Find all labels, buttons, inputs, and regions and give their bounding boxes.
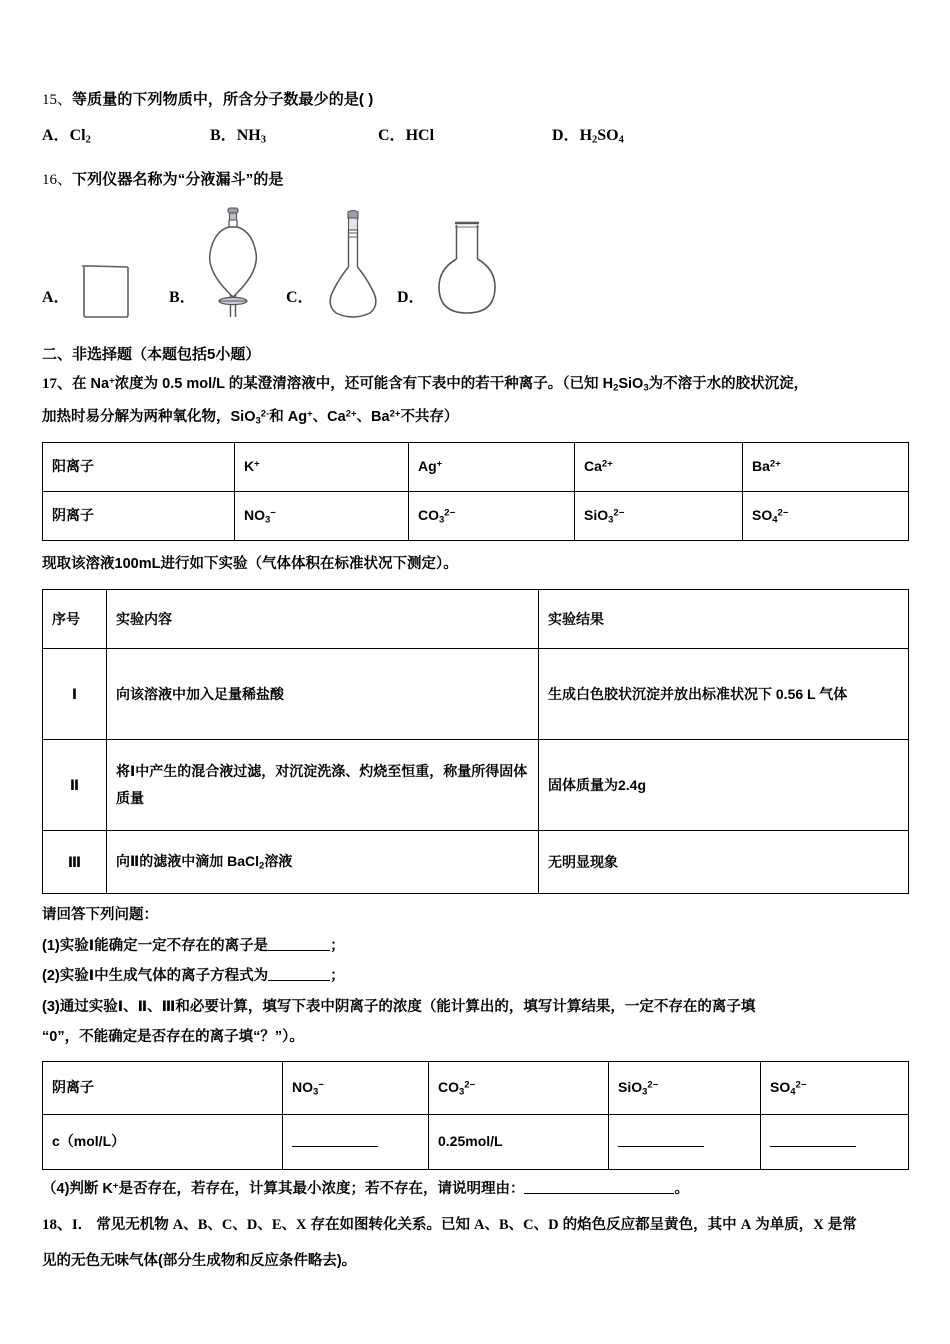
table-row (43, 491, 909, 540)
exp-row-result: 生成白色胶状沉淀并放出标准状况下 0.56 L 气体 (539, 649, 909, 740)
ion-table-cell: $SO_4^{2-}$ (743, 491, 909, 540)
question-18-number: 18、 (42, 1216, 73, 1233)
ion-table (42, 442, 909, 541)
option-d[interactable] (552, 122, 624, 146)
conc-table-value-cell[interactable] (761, 1114, 909, 1169)
question-17-number: 17、 (42, 375, 73, 392)
table-row (43, 740, 909, 831)
sub-question-4: （4)判断 K+是否存在，若存在，计算其最小浓度；若不存在，请说明理由： 。 (42, 1180, 689, 1197)
ion-table-cell: SiO$_3^{2-}$ (575, 491, 743, 540)
question-16-options (42, 199, 908, 321)
option-d-formula: $H_2SO_4$ (579, 127, 624, 146)
question-15-number: 15、 (42, 92, 73, 108)
table-row (43, 1114, 909, 1169)
conc-table-header-cell: $SO_4^{2-}$ (761, 1061, 909, 1114)
exp-row-result: 无明显现象 (539, 831, 909, 894)
question-17-stem-line-2: 加热时易分解为两种氧化物，SiO$_3^{2-}$和 Ag+、$Ca^{2+}$、$Ba^{2+}$不共存） (42, 408, 459, 427)
section-2-heading: 二、非选择题（本题包括5小题） (42, 345, 261, 363)
ion-table-cell: $CO_3^{2-}$ (409, 491, 575, 540)
option-d-label: D． (552, 127, 580, 145)
table-row (43, 1061, 909, 1114)
answer-prompt: 请回答下列问题： (42, 907, 158, 924)
sub-question-3-line-1: (3)通过实验Ⅰ、Ⅱ、Ⅲ和必要计算，填写下表中阴离子的浓度（能计算出的，填写计算结果，一定不存在的离子填 (42, 998, 756, 1015)
sub-question-1: (1)实验Ⅰ能确定一定不存在的离子是 ； (42, 937, 345, 954)
option-a-apparatus[interactable] (42, 259, 136, 321)
concentration-table (42, 1061, 909, 1170)
ion-table-cell: $Ba^{2+}$ (743, 442, 909, 491)
conc-table-header-cell: $CO_3^{2-}$ (429, 1061, 609, 1114)
experiment-intro: 现取该溶液100mL进行如下实验（气体体积在标准状况下测定）。 (42, 555, 458, 572)
option-a-formula: $Cl_2$ (69, 127, 91, 146)
option-c-apparatus[interactable] (286, 209, 386, 321)
sub-question-2: (2)实验Ⅰ中生成气体的离子方程式为 ； (42, 968, 345, 985)
exp-row-no: Ⅰ (43, 649, 107, 740)
exp-row-no: Ⅲ (43, 831, 107, 894)
option-b-label: B． (169, 288, 196, 306)
option-b-formula: $NH_3$ (236, 127, 266, 146)
option-b-apparatus[interactable] (169, 205, 264, 321)
question-15-options (42, 122, 908, 152)
option-c-formula: HCl (405, 127, 435, 145)
option-c-label: C． (286, 288, 314, 306)
round-bottom-flask-icon (431, 217, 503, 321)
question-15-stem (42, 88, 908, 112)
table-row (43, 831, 909, 894)
sub-question-3-line-2: “0”，不能确定是否存在的离子填“？”）。 (42, 1029, 304, 1046)
conc-table-header-cell: SiO$_3^{2-}$ (609, 1061, 761, 1114)
separating-funnel-icon (202, 205, 264, 321)
option-b[interactable] (210, 122, 266, 146)
question-15-text: 等质量的下列物质中，所含分子数最少的是( ) (72, 91, 374, 108)
question-16-text: 下列仪器名称为“分液漏斗”的是 (72, 171, 284, 189)
experiment-table (42, 589, 909, 894)
question-16-stem (42, 168, 908, 192)
conc-table-header-cell: $NO_3^-$ (283, 1061, 429, 1114)
question-18-text-1: I． 常见无机物 A、B、C、D、E、X 存在如图转化关系。已知 A、B、C、D 的焰色反应都呈黄色，其中 A 为单质，X 是常 (72, 1216, 857, 1233)
ion-table-anion-header: 阴离子 (43, 491, 235, 540)
option-a[interactable] (42, 122, 91, 146)
conc-table-value-cell[interactable] (283, 1114, 429, 1169)
exp-table-header-no: 序号 (43, 590, 107, 649)
question-18-line-2: 见的无色无味气体(部分生成物和反应条件略去)。 (42, 1252, 357, 1269)
option-b-label: B． (210, 127, 237, 145)
question-17-text-1: 在 Na+浓度为 0.5 mol/L 的某澄清溶液中，还可能含有下表中的若干种离子。（已知 $H_2SiO_3$为不溶于水的胶状沉淀， (72, 375, 809, 393)
volumetric-flask-icon (320, 209, 386, 321)
beaker-icon (76, 259, 136, 321)
conc-table-row-label: c（mol/L） (43, 1114, 283, 1169)
exp-row-content: 向Ⅱ的滤液中滴加 BaCl$_2$溶液 (107, 831, 539, 894)
conc-table-value-cell[interactable] (609, 1114, 761, 1169)
exp-row-content: 向该溶液中加入足量稀盐酸 (107, 649, 539, 740)
ion-table-cell: $NO_3^-$ (235, 491, 409, 540)
option-c-label: C． (378, 127, 406, 145)
question-17-stem-line-1 (42, 370, 908, 399)
option-d-label: D． (397, 288, 425, 306)
page-content (42, 88, 908, 1276)
ion-table-cell: $Ca^{2+}$ (575, 442, 743, 491)
option-c[interactable] (378, 122, 434, 145)
question-16-number: 16、 (42, 172, 73, 189)
conc-table-value-cell: 0.25mol/L (429, 1114, 609, 1169)
exp-table-header-content: 实验内容 (107, 590, 539, 649)
table-row (43, 590, 909, 649)
exp-row-result: 固体质量为2.4g (539, 740, 909, 831)
option-d-apparatus[interactable] (397, 217, 503, 321)
ion-table-cation-header: 阳离子 (43, 442, 235, 491)
option-a-label: A． (42, 288, 70, 306)
ion-table-cell: K+ (235, 442, 409, 491)
table-row (43, 442, 909, 491)
exp-row-no: Ⅱ (43, 740, 107, 831)
option-a-label: A． (42, 127, 70, 145)
exp-table-header-result: 实验结果 (539, 590, 909, 649)
exp-row-content: 将Ⅰ中产生的混合液过滤，对沉淀洗涤、灼烧至恒重，称量所得固体质量 (107, 740, 539, 831)
question-18-line-1 (42, 1210, 908, 1241)
table-row (43, 649, 909, 740)
conc-table-header-label: 阴离子 (43, 1061, 283, 1114)
ion-table-cell: Ag+ (409, 442, 575, 491)
